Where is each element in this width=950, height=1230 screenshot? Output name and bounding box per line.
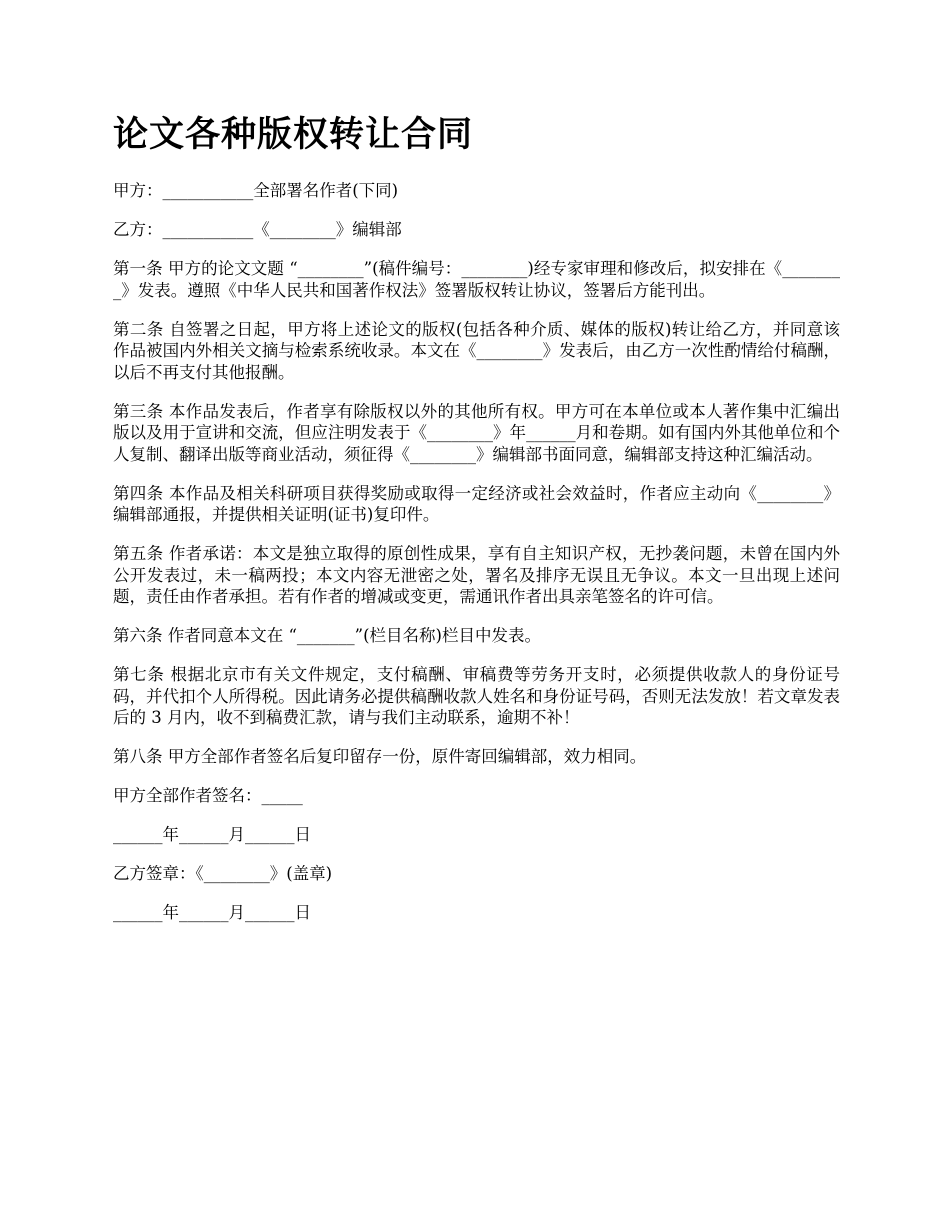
clause-7: 第七条 根据北京市有关文件规定，支付稿酬、审稿费等劳务开支时，必须提供收款人的身份证号码，并代扣个人所得税。因此请务必提供稿酬收款人姓名和身份证号码，否则无法发放！若文章发表后的 3 月内，收不到稿费汇款，请与我们主动联系，逾期不补！ — [113, 665, 840, 727]
party-a-signature-line: 甲方全部作者签名：_____ — [113, 786, 303, 805]
document-body — [113, 180, 840, 941]
party-a-date-line: ______年______月______日 — [113, 825, 311, 844]
party-b-seal-line: 乙方签章：《________》(盖章) — [113, 864, 333, 883]
document-title: 论文各种版权转让合同 — [113, 115, 474, 155]
clause-1: 第一条 甲方的论文文题 “________”(稿件编号：________)经专家审理和修改后，拟安排在《________》发表。遵照《中华人民共和国著作权法》签署版权转让协议，签署后方能刊出。 — [113, 259, 840, 300]
party-b-line: 乙方：___________《________》编辑部 — [113, 220, 402, 239]
party-a-line: 甲方：___________全部署名作者(下同) — [113, 181, 399, 200]
clause-4: 第四条 本作品及相关科研项目获得奖励或取得一定经济或社会效益时，作者应主动向《________》编辑部通报，并提供相关证明(证书)复印件。 — [113, 483, 840, 524]
clause-6: 第六条 作者同意本文在 “_______”(栏目名称)栏目中发表。 — [113, 626, 541, 645]
clause-5: 第五条 作者承诺：本文是独立取得的原创性成果，享有自主知识产权，无抄袭问题，未曾在国内外公开发表过，未一稿两投；本文内容无泄密之处，署名及排序无误且无争议。本文一旦出现上述问题，责任由作者承担。若有作者的增减或变更，需通讯作者出具亲笔签名的许可信。 — [113, 544, 840, 606]
clause-2: 第二条 自签署之日起，甲方将上述论文的版权(包括各种介质、媒体的版权)转让给乙方，并同意该作品被国内外相关文摘与检索系统收录。本文在《________》发表后，由乙方一次性酌情给付稿酬，以后不再支付其他报酬。 — [113, 319, 840, 382]
clause-3: 第三条 本作品发表后，作者享有除版权以外的其他所有权。甲方可在本单位或本人著作集中汇编出版以及用于宣讲和交流，但应注明发表于《________》年______月和卷期。如有国内外其他单位和个人复制、翻译出版等商业活动，须征得《________》编辑部书面同意，编辑部支持这种汇编活动。 — [113, 401, 840, 464]
clause-8: 第八条 甲方全部作者签名后复印留存一份，原件寄回编辑部，效力相同。 — [113, 747, 647, 766]
party-b-date-line: ______年______月______日 — [113, 903, 311, 922]
